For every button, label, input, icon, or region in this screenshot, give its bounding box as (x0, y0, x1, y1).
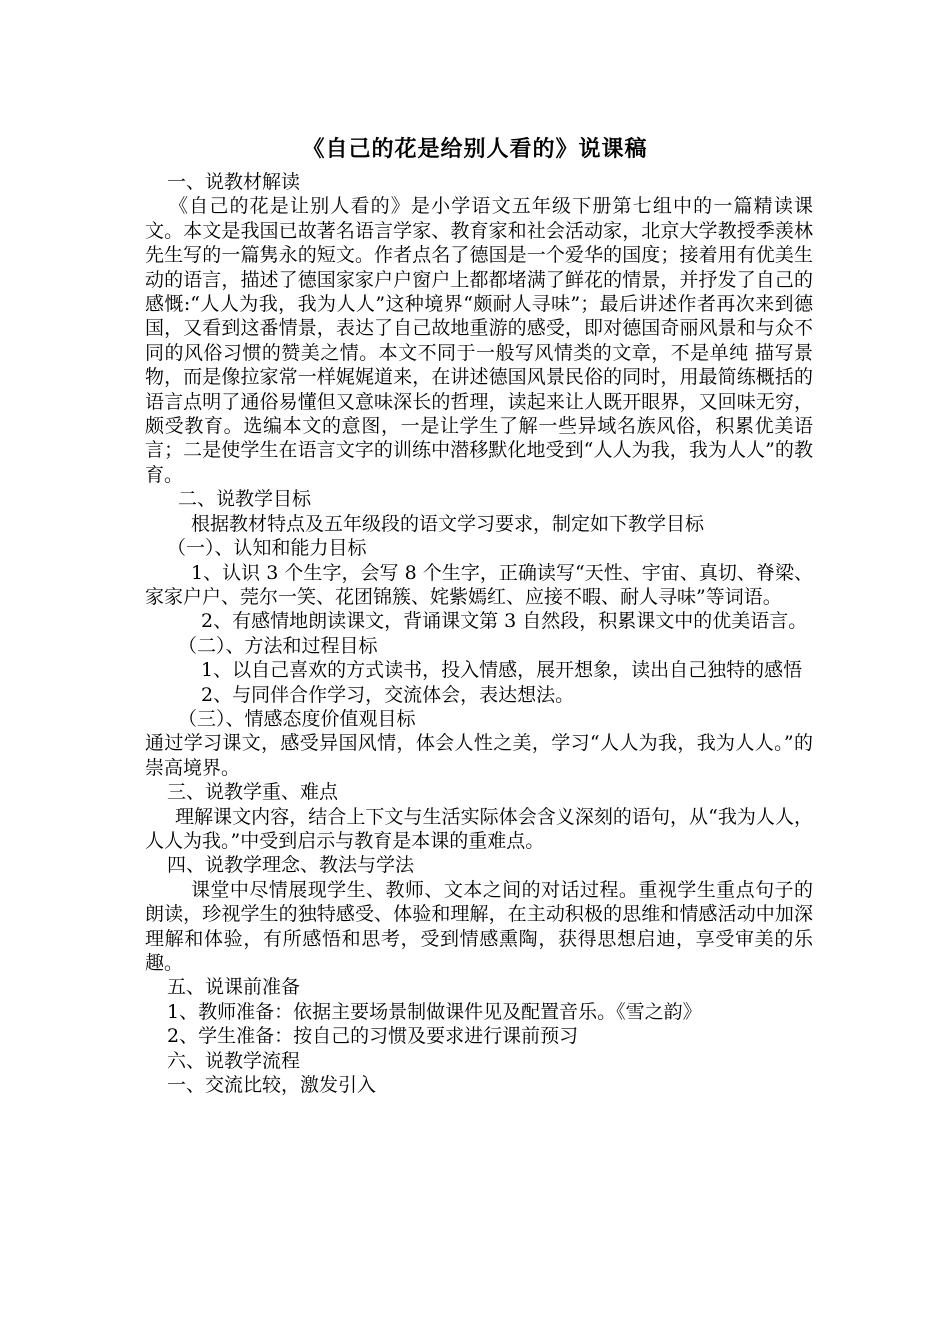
list-item-teacher-prep: 1、教师准备：依据主要场景制做课件见及配置音乐。《雪之韵》 (167, 1000, 702, 1023)
document-title: 《自己的花是给别人看的》说课稿 (302, 137, 648, 162)
section-heading-key-points: 三、说教学重、难点 (167, 781, 339, 804)
paragraph-textbook-analysis: 《自己的花是让别人看的》是小学语文五年级下册第七组中的一篇精读课文。本文是我国已故著名语言学家、教育家和社会活动家，北京大学教授季羡林先生写的一篇隽永的短文。作者点名了德国是一个爱华的国度；接着用有优美生动的语言，描述了德国家家户户窗户上都都堵满了鲜花的情景，并抒发了自己的感慨:“人人为我，我为人人”这种境界“颇耐人寻味”；最后讲述作者再次来到德国，又看到这番情景，表达了自己故地重游的感受，即对德国奇丽风景和与众不同的风俗习惯的赞美之情。本文不同于一般写风情类的文章，不是单纯 描写景物，而是像拉家常一样娓娓道来，在讲述德国风景民俗的同时，用最简练概括的语言点明了通俗易懂但又意味深长的哲理，读起来让人既开眼界，又回味无穷，颇受教育。选编本文的意图，一是让学生了解一些异域名族风俗，积累优美语言；二是使学生在语言文字的训练中潜移默化地受到“人人为我，我为人人”的教育。 (145, 195, 813, 486)
list-item-student-prep: 2、学生准备：按自己的习惯及要求进行课前预习 (167, 1025, 579, 1048)
subheading-method-goals: （二）、方法和过程目标 (178, 634, 378, 657)
paragraph-key-points: 理解课文内容，结合上下文与生活实际体会含义深刻的语句，从“我为人人，人人为我。”中受到启示与教育是本课的重难点。 (145, 805, 813, 852)
section-heading-goals: 二、说教学目标 (178, 488, 312, 511)
list-item-cognitive-1: 1、认识 3 个生字，会写 8 个生字，正确读写“天性、宇宙、真切、脊梁、家家户户、莞尔一笑、花团锦簇、姹紫嫣红、应接不暇、耐人寻味”等词语。 (145, 561, 813, 608)
section-heading-teaching-flow: 六、说教学流程 (167, 1049, 301, 1072)
paragraph-teaching-concept: 课堂中尽情展现学生、教师、文本之间的对话过程。重视学生重点句子的朗读，珍视学生的独特感受、体验和理解，在主动积极的思维和情感活动中加深理解和体验，有所感悟和思考，受到情感熏陶，获得思想启迪，享受审美的乐趣。 (145, 878, 813, 974)
list-item-flow-1: 一、交流比较，激发引入 (167, 1074, 377, 1097)
section-heading-preparation: 五、说课前准备 (167, 976, 301, 999)
paragraph-emotion-goals: 通过学习课文，感受异国风情，体会人性之美，学习“人人为我，我为人人。”的崇高境界。 (145, 732, 813, 779)
document-body (145, 170, 813, 1097)
paragraph-goals-intro: 根据教材特点及五年级段的语文学习要求，制定如下教学目标 (191, 512, 705, 535)
section-heading-textbook: 一、说教材解读 (167, 171, 301, 193)
section-heading-teaching-concept: 四、说教学理念、教法与学法 (167, 854, 415, 877)
subheading-emotion-goals: （三）、情感态度价值观目标 (178, 707, 416, 730)
list-item-method-2: 2、与同伴合作学习，交流体会，表达想法。 (201, 683, 575, 706)
list-item-method-1: 1、以自己喜欢的方式读书，投入情感，展开想象，读出自己独特的感悟 (201, 659, 803, 682)
subheading-cognitive-goals: （一）、认知和能力目标 (167, 537, 367, 560)
list-item-cognitive-2: 2、有感情地朗读课文，背诵课文第 3 自然段，积累课文中的优美语言。 (201, 610, 808, 633)
